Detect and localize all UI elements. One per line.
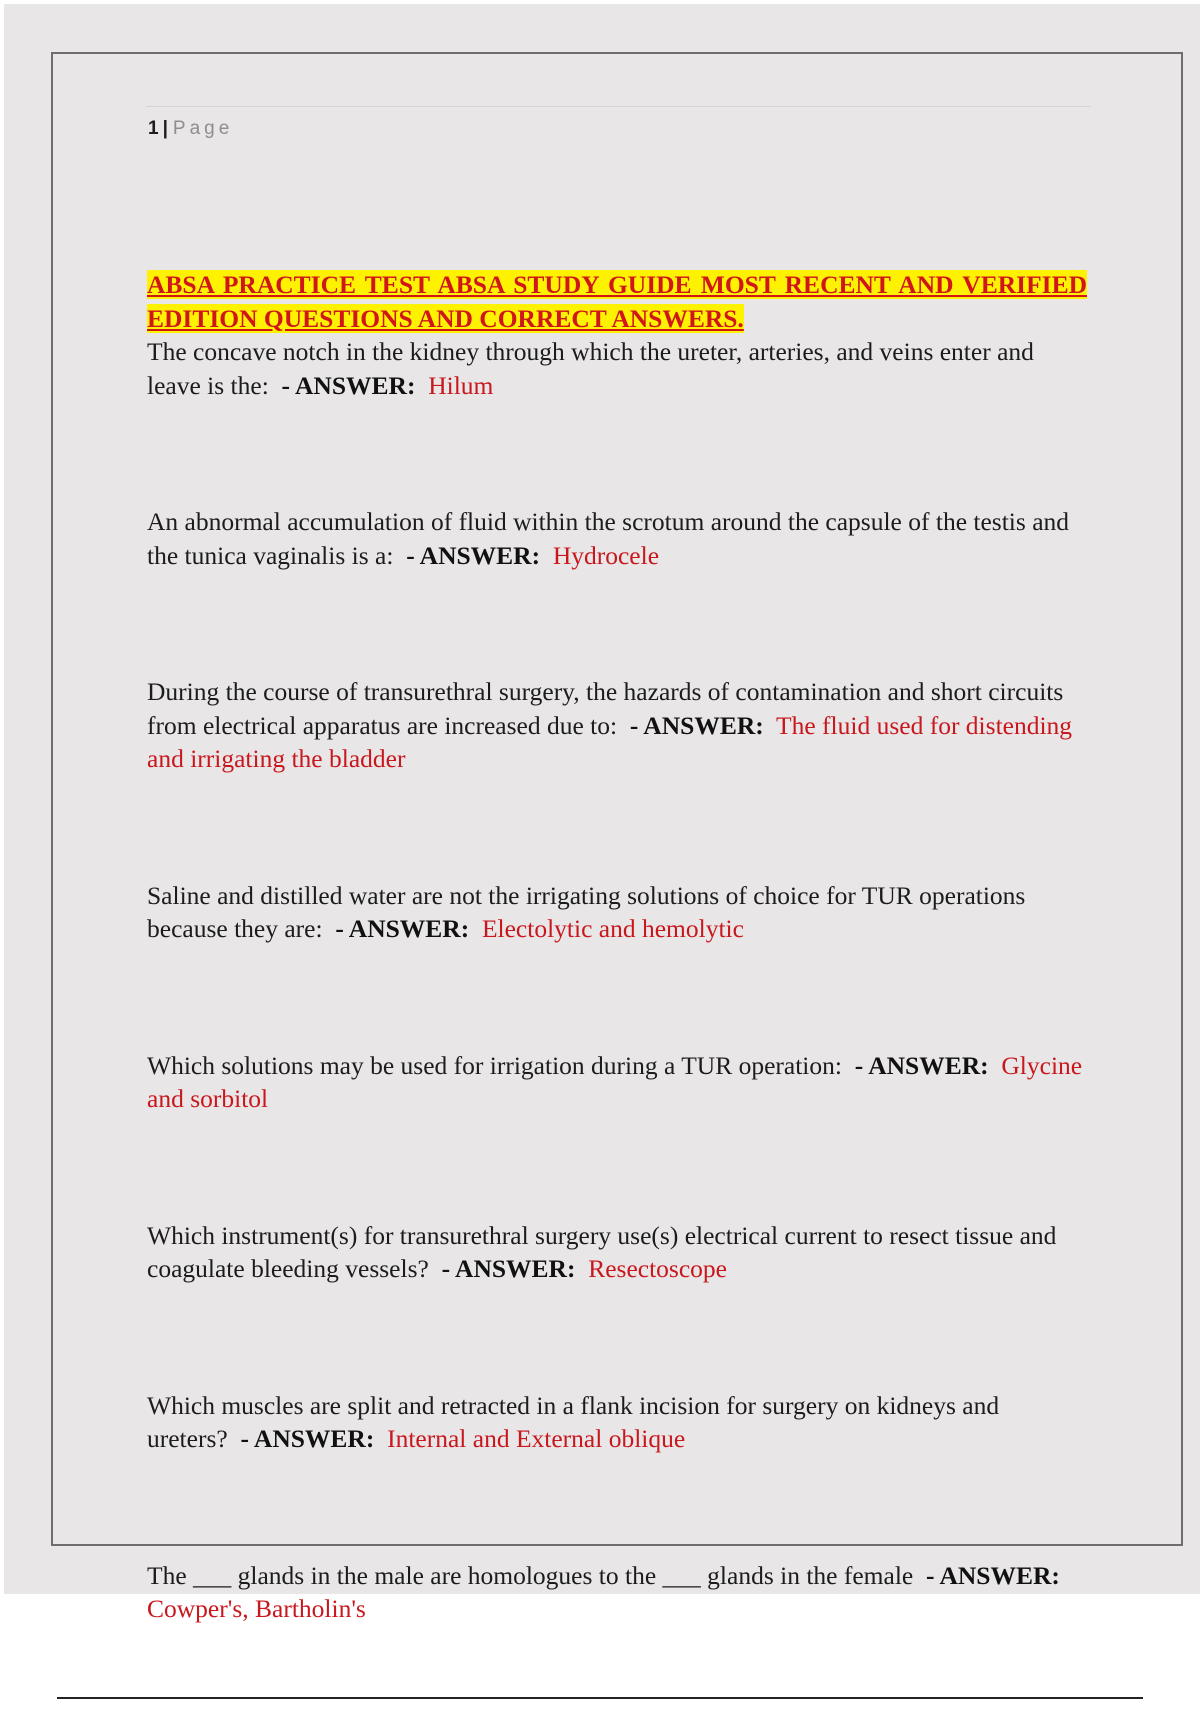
question-text: Which muscles are split and retracted in a flank incision for surgery on kidneys and ureters? — [147, 1390, 1000, 1453]
answer-label: - ANSWER: — [281, 370, 416, 400]
question-text: Which solutions may be used for irrigation during a TUR operation: — [147, 1050, 842, 1080]
qa-item — [147, 1219, 1087, 1286]
answer-label: - ANSWER: — [854, 1050, 989, 1080]
document-title — [147, 268, 1087, 335]
page-number-separator: | — [162, 118, 169, 139]
document-body — [147, 268, 1087, 1729]
qa-item — [147, 879, 1087, 946]
qa-item — [147, 675, 1087, 776]
question-text: Which instrument(s) for transurethral surgery use(s) electrical current to resect tissue and coagulate bleeding vessels? — [147, 1220, 1057, 1283]
question-text: During the course of transurethral surgery, the hazards of contamination and short circuits from electrical apparatus are increased due to: — [147, 677, 1064, 740]
qa-item — [147, 1389, 1087, 1456]
page-number-header — [148, 118, 233, 140]
answer-text: Cowper's, Bartholin's — [147, 1594, 366, 1623]
answer-label: - ANSWER: — [240, 1424, 375, 1453]
answer-label: - ANSWER: — [441, 1254, 576, 1283]
answer-text: Hilum — [428, 370, 494, 400]
qa-item — [147, 505, 1087, 572]
answer-label: - ANSWER: — [335, 914, 470, 943]
answer-text: Internal and External oblique — [387, 1424, 686, 1453]
page-number: 1 — [148, 118, 160, 139]
answer-text: Resectoscope — [588, 1254, 727, 1283]
question-text: Saline and distilled water are not the irrigating solutions of choice for TUR operations because they are: — [147, 880, 1026, 943]
question-text: An abnormal accumulation of fluid within the scrotum around the capsule of the testis and the tunica vaginalis is a: — [147, 507, 1070, 570]
question-text: The ___ glands in the male are homologues to the ___ glands in the female — [147, 1560, 914, 1590]
qa-item — [147, 1559, 1087, 1626]
answer-label: - ANSWER: — [925, 1560, 1060, 1590]
document-title-text: ABSA PRACTICE TEST ABSA STUDY GUIDE MOST RECENT AND VERIFIED EDITION QUESTIONS AND CORRECT ANSWERS. — [147, 270, 1087, 333]
answer-text: Electolytic and hemolytic — [481, 914, 744, 943]
page-label: Page — [172, 118, 234, 139]
answer-text: Glycine and sorbitol — [147, 1050, 1083, 1113]
answer-text: The fluid used for distending and irrigating the bladder — [147, 710, 1073, 773]
qa-item — [147, 335, 1087, 402]
qa-item — [147, 1049, 1087, 1116]
header-divider — [146, 106, 1091, 107]
next-page-divider — [57, 1697, 1143, 1699]
answer-text: Hydrocele — [552, 540, 660, 570]
answer-label: - ANSWER: — [406, 540, 541, 570]
question-text: The concave notch in the kidney through which the ureter, arteries, and veins enter and leave is the: — [147, 337, 1034, 400]
answer-label: - ANSWER: — [629, 710, 764, 740]
